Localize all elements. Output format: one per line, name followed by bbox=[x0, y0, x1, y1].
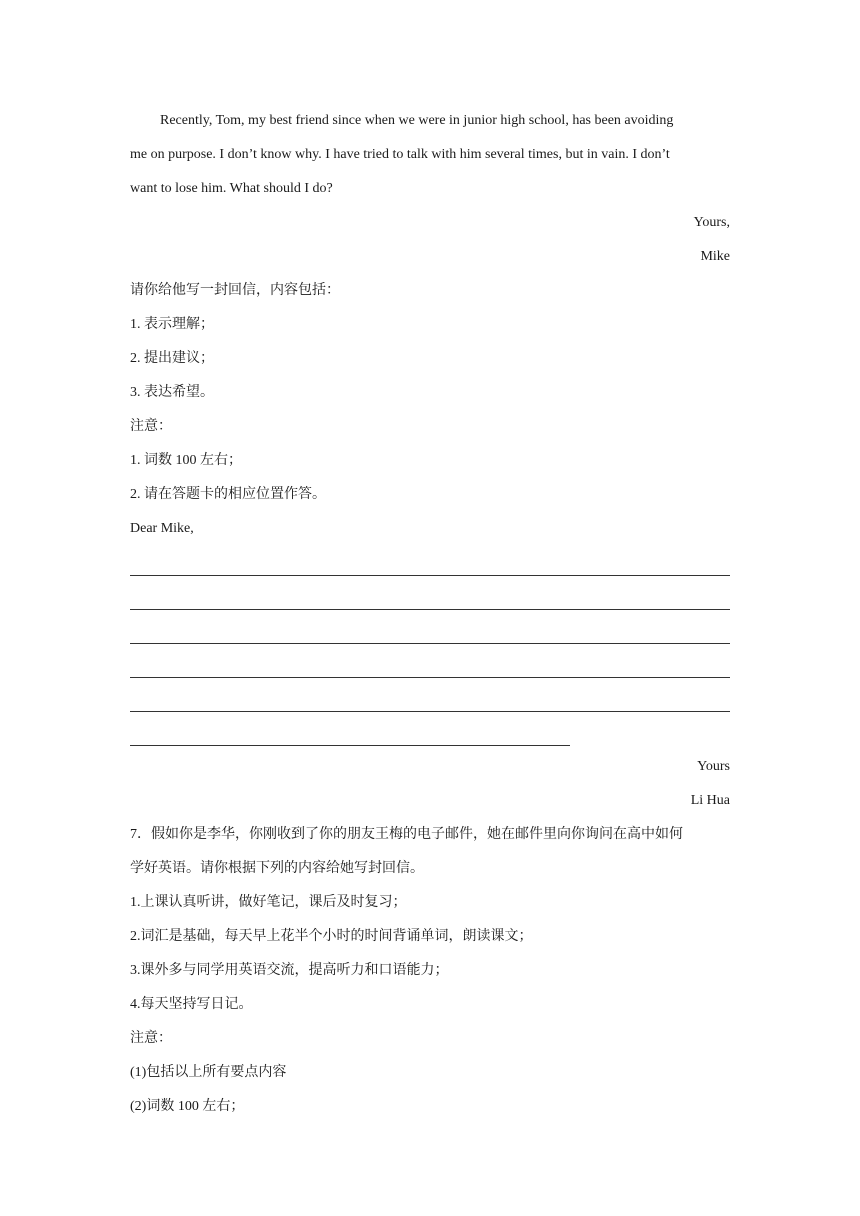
task7-notes-heading: 注意： bbox=[130, 1031, 172, 1046]
answer-line-3 bbox=[130, 619, 730, 653]
task6-point-2: 2. 提出建议； bbox=[130, 351, 214, 366]
task6-signature: Li Hua bbox=[690, 793, 730, 808]
answer-line-6 bbox=[130, 721, 730, 755]
task6-point-3: 3. 表达希望。 bbox=[130, 385, 214, 400]
task6-salutation: Dear Mike, bbox=[130, 521, 194, 536]
task7-note-1: (1)包括以上所有要点内容 bbox=[130, 1065, 287, 1080]
answer-line-2 bbox=[130, 585, 730, 619]
letter-line-2: me on purpose. I don’t know why. I have tried to talk with him several times, but in vain. I don’t bbox=[130, 147, 670, 162]
letter-closing: Yours, bbox=[693, 215, 730, 230]
document-body bbox=[130, 109, 730, 1129]
letter-signature: Mike bbox=[700, 249, 730, 264]
task6-notes-heading: 注意： bbox=[130, 419, 172, 434]
task6-instruction: 请你给他写一封回信，内容包括： bbox=[130, 283, 340, 298]
task7-point-1: 1.上课认真听讲，做好笔记，课后及时复习； bbox=[130, 895, 407, 910]
task7-point-3: 3.课外多与同学用英语交流，提高听力和口语能力； bbox=[130, 963, 449, 978]
answer-line-1 bbox=[130, 551, 730, 585]
task6-point-1: 1. 表示理解； bbox=[130, 317, 214, 332]
task7-intro-line-1: 7．假如你是李华，你刚收到了你的朋友王梅的电子邮件，她在邮件里向你询问在高中如何 bbox=[130, 827, 683, 842]
letter-line-1: Recently, Tom, my best friend since when we were in junior high school, has been avoiding bbox=[160, 113, 674, 128]
letter-line-3: want to lose him. What should I do? bbox=[130, 181, 333, 196]
answer-line-5 bbox=[130, 687, 730, 721]
task6-closing: Yours bbox=[697, 759, 730, 774]
task7-note-2: (2)词数 100 左右； bbox=[130, 1099, 245, 1114]
task7-point-4: 4.每天坚持写日记。 bbox=[130, 997, 253, 1012]
task6-note-1: 1. 词数 100 左右； bbox=[130, 453, 242, 468]
task7-point-2: 2.词汇是基础，每天早上花半个小时的时间背诵单词，朗读课文； bbox=[130, 929, 533, 944]
answer-line-4 bbox=[130, 653, 730, 687]
task6-note-2: 2. 请在答题卡的相应位置作答。 bbox=[130, 487, 326, 502]
task7-intro-line-2: 学好英语。请你根据下列的内容给她写封回信。 bbox=[130, 861, 424, 876]
